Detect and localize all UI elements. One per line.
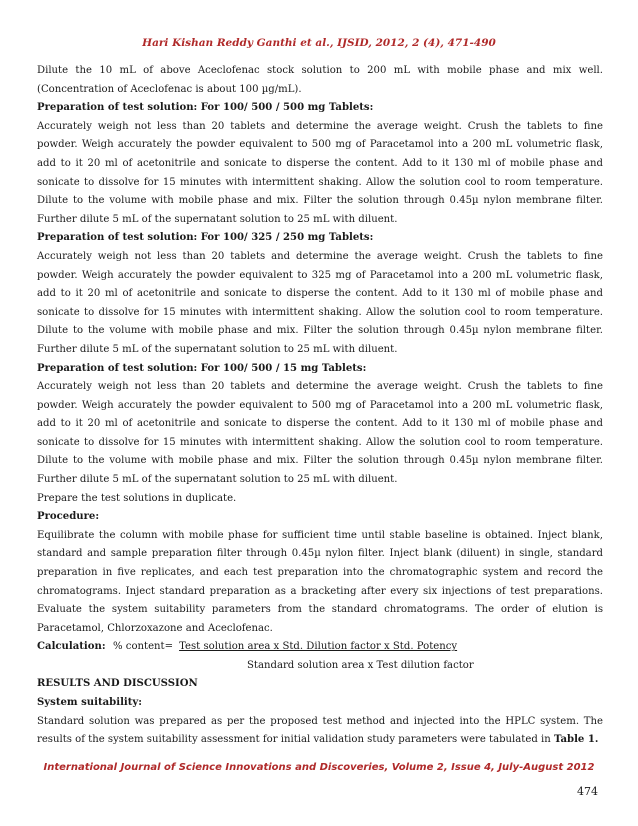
section-body-1: Accurately weigh not less than 20 tablets and determine the average weight. Crush the tablets to fine powder. Weigh accurately the powder equivalent to 500 mg of Paracetamol into a 200 mL volumetric flask, add to it 20 ml of acetonitrile and sonicate to disperse the content. Add to it 130 ml of mobile phase and sonicate to dissolve for 15 minutes with intermittent shaking. Allow the solution cool to room temperature. Dilute to the volume with mobile phase and mix. Filter the solution through 0.45µ nylon membrane filter. Further dilute 5 mL of the supernatant solution to 25 mL with diluent. — [37, 120, 603, 225]
section-heading-2: Preparation of test solution: For 100/ 325 / 250 mg Tablets: — [37, 232, 374, 244]
section-heading-3: Preparation of test solution: For 100/ 500 / 15 mg Tablets: — [37, 362, 367, 374]
calculation-formula — [37, 638, 603, 675]
procedure-heading: Procedure: — [37, 511, 100, 523]
system-suitability-body — [37, 713, 603, 750]
results-heading: RESULTS AND DISCUSSION — [37, 678, 198, 690]
running-header: Hari Kishan Reddy Ganthi et al., IJSID, 2012, 2 (4), 471-490 — [142, 37, 496, 49]
formula-line — [113, 638, 474, 671]
section-body-2: Accurately weigh not less than 20 tablets and determine the average weight. Crush the tablets to fine powder. Weigh accurately the powder equivalent to 325 mg of Paracetamol into a 200 mL volumetric flask, add to it 20 ml of acetonitrile and sonicate to disperse the content. Add to it 130 ml of mobile phase and sonicate to dissolve for 15 minutes with intermittent shaking. Allow the solution cool to room temperature. Dilute to the volume with mobile phase and mix. Filter the solution through 0.45µ nylon membrane filter. Further dilute 5 mL of the supernatant solution to 25 mL with diluent. — [37, 250, 603, 355]
duplicate-note: Prepare the test solutions in duplicate. — [37, 492, 237, 504]
system-suitability-text: Standard solution was prepared as per the proposed test method and injected into the HPLC system. The results of the system suitability assessment for initial validation study parameters were tabulated in — [37, 715, 603, 746]
intro-paragraph: Dilute the 10 mL of above Aceclofenac stock solution to 200 mL with mobile phase and mix well. (Concentration of Aceclofenac is about 100 µg/mL). — [37, 65, 603, 95]
section-body-3: Accurately weigh not less than 20 tablets and determine the average weight. Crush the tablets to fine powder. Weigh accurately the powder equivalent to 500 mg of Paracetamol into a 200 mL volumetric flask, add to it 20 ml of acetonitrile and sonicate to disperse the content. Add to it 130 ml of mobile phase and sonicate to dissolve for 15 minutes with intermittent shaking. Allow the solution cool to room temperature. Dilute to the volume with mobile phase and mix. Filter the solution through 0.45µ nylon membrane filter. Further dilute 5 mL of the supernatant solution to 25 mL with diluent. — [37, 381, 603, 486]
page-number: 474 — [577, 785, 598, 798]
formula-denominator: Standard solution area x Test dilution factor — [247, 660, 474, 671]
system-suitability-heading: System suitability: — [37, 697, 142, 708]
calculation-label: Calculation: — [37, 641, 106, 653]
formula-numerator: Test solution area x Std. Dilution factor x Std. Potency — [179, 641, 458, 653]
formula-prefix: % content= — [113, 641, 174, 653]
running-footer: International Journal of Science Innovations and Discoveries, Volume 2, Issue 4, July-August 2012 — [43, 762, 595, 773]
table-reference: Table 1. — [553, 734, 599, 746]
article-body — [37, 62, 603, 750]
procedure-body: Equilibrate the column with mobile phase for sufficient time until stable baseline is obtained. Inject blank, standard and sample preparation filter through 0.45µ nylon filter. Inject blank (diluent) in single, standard preparation in five replicates, and each test preparation into the chromatographic system and record the chromatograms. Inject standard preparation as a bracketing after every six injections of test preparations. Evaluate the system suitability parameters from the standard chromatograms. The order of elution is Paracetamol, Chlorzoxazone and Aceclofenac. — [37, 529, 603, 634]
section-heading-1: Preparation of test solution: For 100/ 500 / 500 mg Tablets: — [37, 102, 374, 114]
